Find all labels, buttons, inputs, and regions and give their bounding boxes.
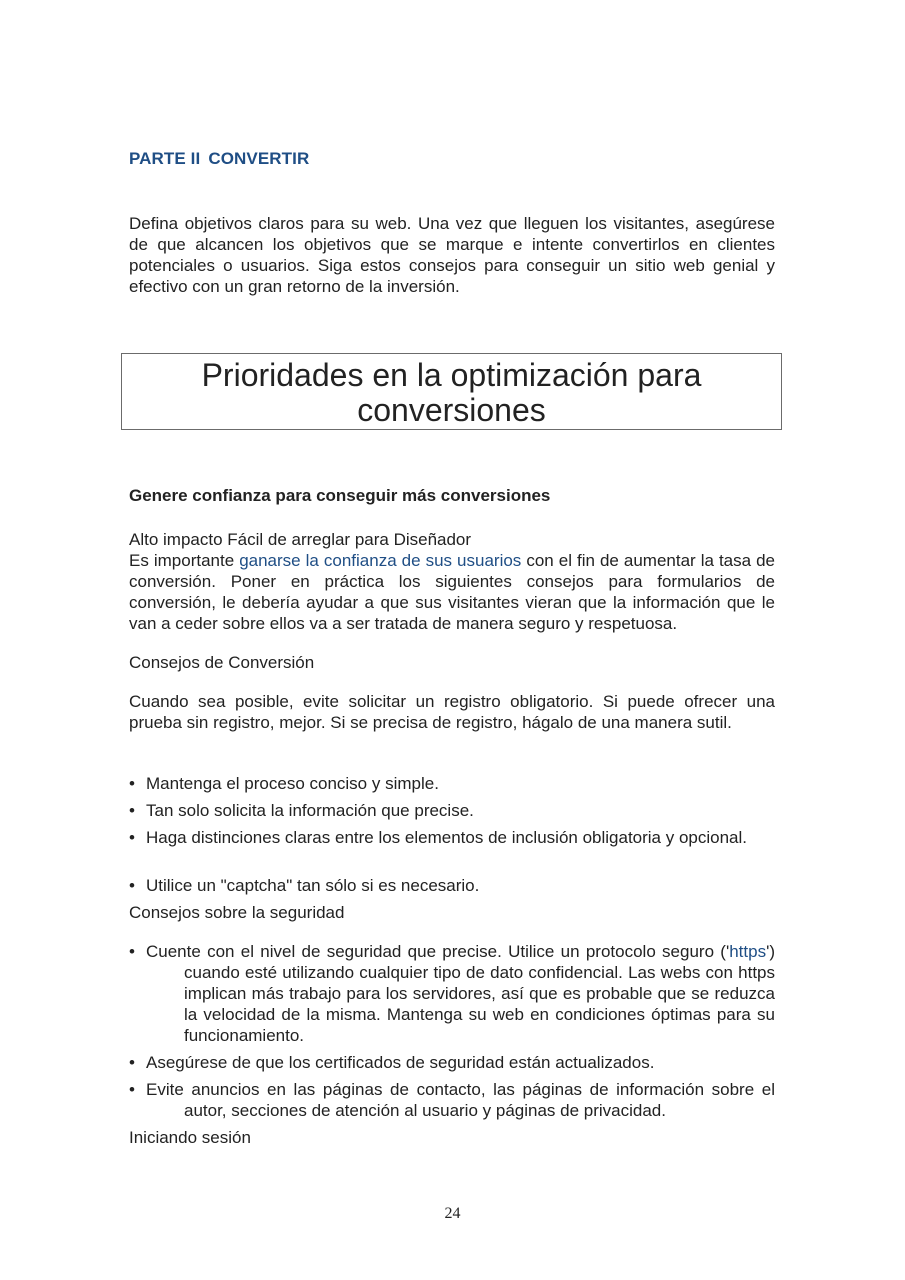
part-label: PARTE II xyxy=(129,149,201,168)
impact-line: Alto impacto Fácil de arreglar para Diseñador xyxy=(129,530,472,549)
bullet-icon: • xyxy=(129,876,135,895)
registration-paragraph: Cuando sea posible, evite solicitar un registro obligatorio. Si puede ofrecer una prueba sin registro, mejor. Si se precisa de registro, hágalo de una manera sutil. xyxy=(129,692,775,732)
bullet-icon: • xyxy=(129,1080,135,1099)
intro-paragraph: Defina objetivos claros para su web. Una vez que lleguen los visitantes, asegúrese de que alcancen los objetivos que se marque e intente convertirlos en clientes potenciales o usuarios. Siga estos consejos para conseguir un sitio web genial y efectivo con un gran retorno de la inversión. xyxy=(129,214,775,296)
list-item: • Evite anuncios en las páginas de contacto, las páginas de información sobre el autor, secciones de atención al usuario y páginas de privacidad. xyxy=(129,1080,775,1120)
list-item: • Cuente con el nivel de seguridad que precise. Utilice un protocolo seguro ('https') cuando esté utilizando cualquier tipo de dato confidencial. Las webs con https implican más trabajo para los servidores, así que es probable que se reduzca la velocidad de la misma. Mantenga su web en condiciones óptimas para su funcionamiento. xyxy=(129,942,775,1045)
section-title: Prioridades en la optimización para conversiones xyxy=(201,357,702,428)
security-heading: Consejos sobre la seguridad xyxy=(129,903,345,922)
trust-text-after: con el fin de aumentar la tasa de conversión. Poner en práctica los siguientes consejos para formularios de conversión, le debería ayudar a que sus visitantes vieran que la información que le van a ceder sobre ellos va a ser tratada de manera seguro y respetuosa. xyxy=(129,551,775,633)
list-item: • Asegúrese de que los certificados de seguridad están actualizados. xyxy=(129,1053,655,1072)
trust-text-before: Es importante xyxy=(129,551,240,570)
login-heading: Iniciando sesión xyxy=(129,1128,251,1147)
page-number: 24 xyxy=(444,1205,461,1222)
bullet-icon: • xyxy=(129,1053,135,1072)
bullet-icon: • xyxy=(129,801,135,820)
conversion-tips-heading: Consejos de Conversión xyxy=(129,653,315,672)
part-title: CONVERTIR xyxy=(208,149,310,168)
list-item: • Utilice un "captcha" tan sólo si es necesario. xyxy=(129,876,480,895)
part-heading xyxy=(129,149,309,169)
trust-link[interactable]: ganarse la confianza de sus usuarios xyxy=(239,551,522,570)
list-item: • Tan solo solicita la información que precise. xyxy=(129,801,474,820)
list-item: • Mantenga el proceso conciso y simple. xyxy=(129,774,439,793)
list-item: • Haga distinciones claras entre los elementos de inclusión obligatoria y opcional. xyxy=(129,828,748,847)
trust-paragraph xyxy=(129,550,775,634)
bullet-icon: • xyxy=(129,828,135,847)
subsection-heading: Genere confianza para conseguir más conversiones xyxy=(129,486,551,505)
section-title-box xyxy=(121,353,782,430)
bullet-icon: • xyxy=(129,942,135,961)
bullet-icon: • xyxy=(129,774,135,793)
https-link[interactable]: https xyxy=(729,942,767,961)
